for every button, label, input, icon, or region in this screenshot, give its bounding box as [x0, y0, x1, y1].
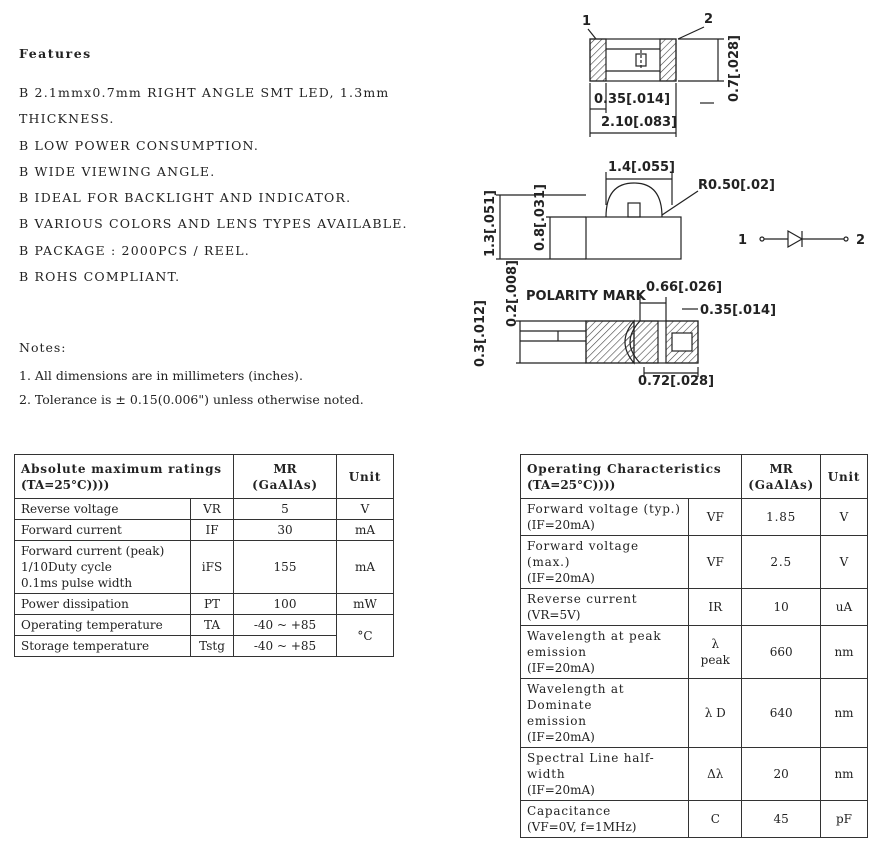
- table-row: [521, 589, 868, 626]
- features-list: [19, 80, 449, 290]
- unit-cell: mW: [337, 594, 394, 615]
- table-row: [15, 594, 394, 615]
- table-row: [521, 536, 868, 589]
- note-item: 1. All dimensions are in millimeters (inches).: [19, 368, 303, 383]
- value-cell: -40 ~ +85: [234, 615, 337, 636]
- op-header-mr-label: MR: [769, 461, 793, 476]
- dim-0-35-label: 0.35[.014]: [594, 92, 671, 107]
- symbol-cell: VF: [689, 499, 742, 536]
- dim-0-8-label: 0.8[.031]: [533, 184, 548, 251]
- dim-0-3-label: 0.3[.012]: [473, 300, 488, 367]
- abs-header-cond: (TA=25°C)))): [21, 477, 110, 492]
- param-cell: Reverse voltage: [15, 499, 191, 520]
- symbol-cell: PT: [191, 594, 234, 615]
- pin1-label: 1: [582, 14, 592, 29]
- param-line: 1/10Duty cycle: [21, 560, 112, 574]
- feature-item: B 2.1mmx0.7mm RIGHT ANGLE SMT LED, 1.3mm THICKNESS.: [19, 85, 390, 127]
- abs-header-unit: Unit: [337, 455, 394, 499]
- unit-cell: nm: [821, 748, 868, 801]
- features-title: Features: [19, 46, 92, 61]
- value-cell: 100: [234, 594, 337, 615]
- symbol-cell: Tstg: [191, 636, 234, 657]
- abs-header-mr-sub: (GaAlAs): [252, 477, 318, 492]
- param-cell: Forward current: [15, 520, 191, 541]
- param-cell: [521, 589, 689, 626]
- value-cell: 20: [742, 748, 821, 801]
- param-cell: Power dissipation: [15, 594, 191, 615]
- polarity-mark-label: POLARITY MARK: [526, 289, 646, 304]
- diode-pin1-label: 1: [738, 233, 748, 248]
- table-row: [15, 615, 394, 636]
- dim-r050-label: R0.50[.02]: [698, 178, 775, 193]
- unit-cell: mA: [337, 541, 394, 594]
- table-row: [15, 541, 394, 594]
- param-cell: Storage temperature: [15, 636, 191, 657]
- dim-1-3-label: 1.3[.051]: [483, 190, 498, 257]
- value-cell: 640: [742, 679, 821, 748]
- param-cell: Operating temperature: [15, 615, 191, 636]
- table-row: [15, 499, 394, 520]
- cond-line: (IF=20mA): [527, 783, 595, 797]
- feature-item: B PACKAGE : 2000PCS / REEL.: [19, 242, 250, 258]
- table-row: [521, 801, 868, 838]
- param-line: emission: [527, 714, 587, 728]
- symbol-cell: λ peak: [689, 626, 742, 679]
- param-cell: [521, 748, 689, 801]
- value-cell: 2.5: [742, 536, 821, 589]
- absolute-ratings-table: [14, 454, 394, 657]
- symbol-cell: TA: [191, 615, 234, 636]
- op-header-cond: (TA=25°C)))): [527, 477, 616, 492]
- dim-2-10-label: 2.10[.083]: [601, 115, 678, 130]
- symbol-cell: IF: [191, 520, 234, 541]
- unit-cell: V: [337, 499, 394, 520]
- abs-header-mr: [234, 455, 337, 499]
- param-cell: [521, 499, 689, 536]
- value-cell: 30: [234, 520, 337, 541]
- value-cell: 10: [742, 589, 821, 626]
- dim-0-2-label: 0.2[.008]: [505, 260, 520, 327]
- unit-cell: nm: [821, 626, 868, 679]
- pad-right: [660, 39, 676, 81]
- feature-item: B IDEAL FOR BACKLIGHT AND INDICATOR.: [19, 190, 352, 206]
- abs-header-title: Absolute maximum ratings: [21, 461, 222, 476]
- feature-item: B WIDE VIEWING ANGLE.: [19, 163, 216, 179]
- note-item: 2. Tolerance is ± 0.15(0.006") unless otherwise noted.: [19, 392, 364, 407]
- symbol-cell: IR: [689, 589, 742, 626]
- value-cell: 5: [234, 499, 337, 520]
- cond-line: (IF=20mA): [527, 518, 595, 532]
- param-line: Spectral Line half-width: [527, 751, 655, 781]
- cond-line: (IF=20mA): [527, 730, 595, 744]
- table-row: [521, 499, 868, 536]
- table-row: [521, 748, 868, 801]
- pad-left: [590, 39, 606, 81]
- unit-cell: V: [821, 499, 868, 536]
- symbol-cell: VR: [191, 499, 234, 520]
- feature-item: B ROHS COMPLIANT.: [19, 269, 181, 285]
- unit-cell: pF: [821, 801, 868, 838]
- param-cell: [521, 801, 689, 838]
- diode-pin2-label: 2: [856, 233, 866, 248]
- op-header-unit: Unit: [821, 455, 868, 499]
- dim-1-4-label: 1.4[.055]: [608, 160, 675, 175]
- value-cell: -40 ~ +85: [234, 636, 337, 657]
- param-cell: [521, 626, 689, 679]
- notes-list: [19, 364, 364, 412]
- value-cell: 45: [742, 801, 821, 838]
- symbol-cell: Δλ: [689, 748, 742, 801]
- symbol-cell: λ D: [689, 679, 742, 748]
- param-line: Wavelength at Dominate: [527, 682, 625, 712]
- abs-header-param: [15, 455, 234, 499]
- value-cell: 660: [742, 626, 821, 679]
- param-cell: [521, 536, 689, 589]
- unit-cell: °C: [337, 615, 394, 657]
- pin2-label: 2: [704, 12, 714, 27]
- feature-item: B LOW POWER CONSUMPTION.: [19, 137, 260, 153]
- cond-line: (VF=0V, f=1MHz): [527, 820, 637, 834]
- dim-0-7-label: 0.7[.028]: [727, 35, 742, 102]
- param-line: Wavelength at peak: [527, 629, 662, 643]
- param-line: Forward voltage (typ.): [527, 502, 681, 516]
- feature-item: B VARIOUS COLORS AND LENS TYPES AVAILABLE.: [19, 216, 408, 232]
- symbol-cell: iFS: [191, 541, 234, 594]
- op-header-mr-sub: (GaAlAs): [748, 477, 814, 492]
- op-header-mr: [742, 455, 821, 499]
- param-line: Forward voltage (max.): [527, 539, 639, 569]
- param-line: Forward current (peak): [21, 544, 165, 558]
- notes-title: Notes:: [19, 340, 67, 355]
- param-cell: [521, 679, 689, 748]
- cond-line: (IF=20mA): [527, 661, 595, 675]
- unit-cell: V: [821, 536, 868, 589]
- table-row: [15, 520, 394, 541]
- op-header-title: Operating Characteristics: [527, 461, 722, 476]
- param-line: Capacitance: [527, 804, 612, 818]
- cond-line: (VR=5V): [527, 608, 581, 622]
- unit-cell: mA: [337, 520, 394, 541]
- package-drawing: [466, 5, 876, 405]
- param-cell: [15, 541, 191, 594]
- dim-0-66-label: 0.66[.026]: [646, 280, 723, 295]
- value-cell: 155: [234, 541, 337, 594]
- table-row: [521, 679, 868, 748]
- op-header-param: [521, 455, 742, 499]
- dim-0-35-b-label: 0.35[.014]: [700, 303, 777, 318]
- symbol-cell: VF: [689, 536, 742, 589]
- value-cell: 1.85: [742, 499, 821, 536]
- symbol-cell: C: [689, 801, 742, 838]
- param-line: emission: [527, 645, 587, 659]
- unit-cell: uA: [821, 589, 868, 626]
- table-row: [521, 626, 868, 679]
- dim-0-72-label: 0.72[.028]: [638, 374, 715, 389]
- operating-characteristics-table: [520, 454, 868, 838]
- param-line: 0.1ms pulse width: [21, 576, 133, 590]
- abs-header-mr-label: MR: [273, 461, 297, 476]
- unit-cell: nm: [821, 679, 868, 748]
- param-line: Reverse current: [527, 592, 638, 606]
- cond-line: (IF=20mA): [527, 571, 595, 585]
